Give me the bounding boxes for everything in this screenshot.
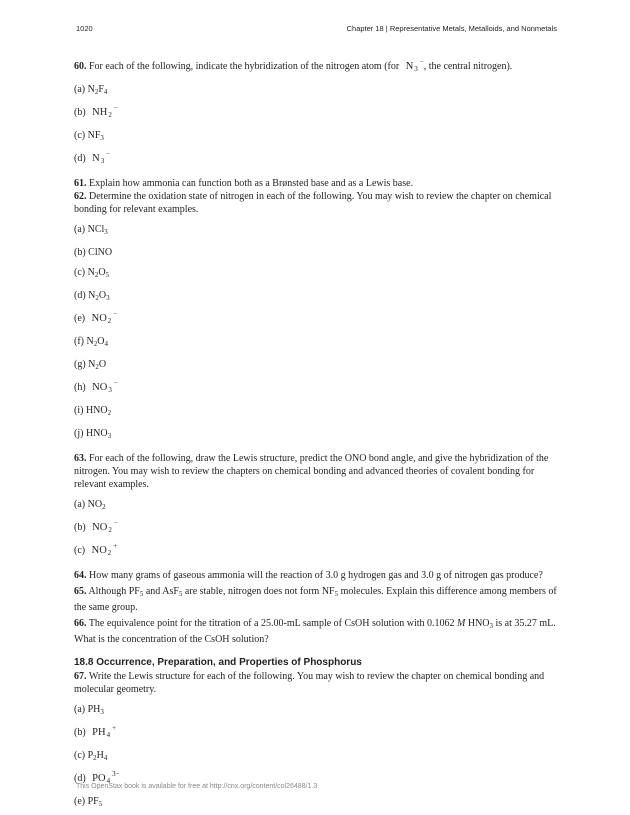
option-label: (d) (74, 153, 86, 164)
answer-option (74, 795, 564, 811)
question-number: 67. (74, 671, 87, 682)
option-label: (i) (74, 405, 84, 416)
chemical-formula: $NO_2$ (87, 499, 106, 511)
answer-option (74, 726, 564, 742)
answer-option (74, 312, 564, 328)
question-text: , the central nitrogen). (423, 61, 513, 72)
chemical-formula: $PH_3$ (87, 704, 104, 716)
answer-option (74, 266, 564, 282)
answer-option (74, 427, 564, 443)
answer-option (74, 289, 564, 305)
option-label: (b) (74, 522, 86, 533)
exercise-content (74, 60, 564, 811)
option-label: (j) (74, 428, 84, 439)
chemical-formula: $HNO_2$ (85, 405, 112, 417)
chemical-formula: $N_2O_3$ (88, 290, 110, 302)
option-label: (c) (74, 130, 86, 141)
answer-option (74, 152, 564, 168)
question-63 (74, 452, 564, 491)
chapter-header: Chapter 18 | Representative Metals, Metalloids, and Nonmetals (346, 24, 557, 33)
answer-option (74, 83, 564, 99)
question-number: 63. (74, 453, 87, 464)
chemical-formula: ClNO (88, 247, 113, 258)
question-text: For each of the following, indicate the hybridization of the nitrogen atom (for (89, 61, 400, 72)
question-text: Write the Lewis structure for each of the following. You may wish to review the chapter on chemical bonding and molecular geometry. (74, 671, 545, 695)
chemical-formula: $N_3^-$ (92, 150, 111, 165)
chemical-formula: $HNO_3$ (85, 428, 112, 440)
chemical-formula: $NH_2^-$ (92, 104, 118, 119)
question-67 (74, 670, 564, 696)
question-text: Determine the oxidation state of nitrogen in each of the following. You may wish to review the chapter on chemical bonding for relevant examples. (74, 191, 552, 215)
options-67 (74, 703, 564, 811)
question-number: 60. (74, 61, 87, 72)
answer-option (74, 498, 564, 514)
question-number: 65. (74, 586, 87, 597)
option-label: (d) (74, 773, 86, 784)
options-63 (74, 498, 564, 560)
chemical-formula: $N_2O$ (88, 359, 107, 371)
chemical-formula: $NF_3$ (87, 130, 104, 142)
chemical-formula: $P_2H_4$ (87, 750, 108, 762)
answer-option (74, 381, 564, 397)
option-label: (a) (74, 84, 86, 95)
chemical-formula: $PO_4^{3-}$ (92, 770, 120, 785)
option-label: (a) (74, 499, 86, 510)
chemical-formula: $N_2F_4$ (87, 84, 108, 96)
answer-option (74, 749, 564, 765)
question-text: The equivalence point for the titration of a 25.00-mL sample of CsOH solution with 0.1062 M $HNO_3$ is at 35.27 mL. What is the concentration of the CsOH solution? (74, 618, 556, 645)
option-label: (d) (74, 290, 86, 301)
chemical-formula: $PH_4^+$ (92, 724, 117, 739)
chemical-formula: $N_2O_5$ (87, 267, 110, 279)
option-label: (h) (74, 382, 86, 393)
question-text: Although $PF_5$ and AsF$_5$ are stable, nitrogen does not form $NF_5$ molecules. Explain this difference among members of the same group. (74, 586, 557, 613)
answer-option (74, 358, 564, 374)
chemical-formula: $NO_2^+$ (91, 542, 118, 557)
chemical-formula: $PF_5$ (87, 796, 103, 808)
page-number: 1020 (76, 24, 93, 33)
answer-option (74, 521, 564, 537)
page-footer: This OpenStax book is available for free at http://cnx.org/content/col26488/1.3 (76, 783, 318, 790)
option-label: (f) (74, 336, 84, 347)
question-65 (74, 585, 564, 614)
question-62 (74, 190, 564, 216)
option-label: (a) (74, 224, 86, 235)
answer-option (74, 106, 564, 122)
question-number: 62. (74, 191, 87, 202)
answer-option (74, 246, 564, 259)
option-label: (e) (74, 796, 86, 807)
question-61 (74, 177, 564, 190)
question-text: For each of the following, draw the Lewis structure, predict the ONO bond angle, and give the hybridization of the nitrogen. You may wish to review the chapters on chemical bonding and advanced theories of covalent bonding for relevant examples. (74, 453, 549, 490)
option-label: (c) (74, 750, 86, 761)
chemical-formula: $N_2O_4$ (86, 336, 108, 348)
option-label: (b) (74, 107, 86, 118)
question-64 (74, 569, 564, 582)
option-label: (c) (74, 267, 86, 278)
chemical-formula: NCl$_3$ (87, 224, 108, 236)
chemical-formula: $NO_3^-$ (92, 379, 118, 394)
option-label: (g) (74, 359, 86, 370)
question-number: 66. (74, 618, 87, 629)
options-60 (74, 83, 564, 168)
chemical-formula: $NO_2^-$ (92, 519, 118, 534)
answer-option (74, 404, 564, 420)
question-text: How many grams of gaseous ammonia will the reaction of 3.0 g hydrogen gas and 3.0 g of nitrogen gas produce? (89, 570, 543, 581)
section-heading: 18.8 Occurrence, Preparation, and Properties of Phosphorus (74, 657, 362, 668)
options-62 (74, 223, 564, 443)
question-number: 61. (74, 178, 87, 189)
option-label: (b) (74, 247, 86, 258)
question-number: 64. (74, 570, 87, 581)
answer-option (74, 223, 564, 239)
answer-option (74, 335, 564, 351)
answer-option (74, 544, 564, 560)
question-text: Explain how ammonia can function both as a Brønsted base and as a Lewis base. (89, 178, 414, 189)
option-label: (a) (74, 704, 86, 715)
chemical-formula: $NO_2^-$ (91, 310, 118, 325)
option-label: (c) (74, 545, 86, 556)
option-label: (e) (74, 313, 86, 324)
question-60 (74, 60, 564, 76)
ion-formula: $N_3^-$ (405, 58, 424, 73)
answer-option (74, 129, 564, 145)
question-66 (74, 617, 564, 646)
answer-option (74, 703, 564, 719)
option-label: (b) (74, 727, 86, 738)
